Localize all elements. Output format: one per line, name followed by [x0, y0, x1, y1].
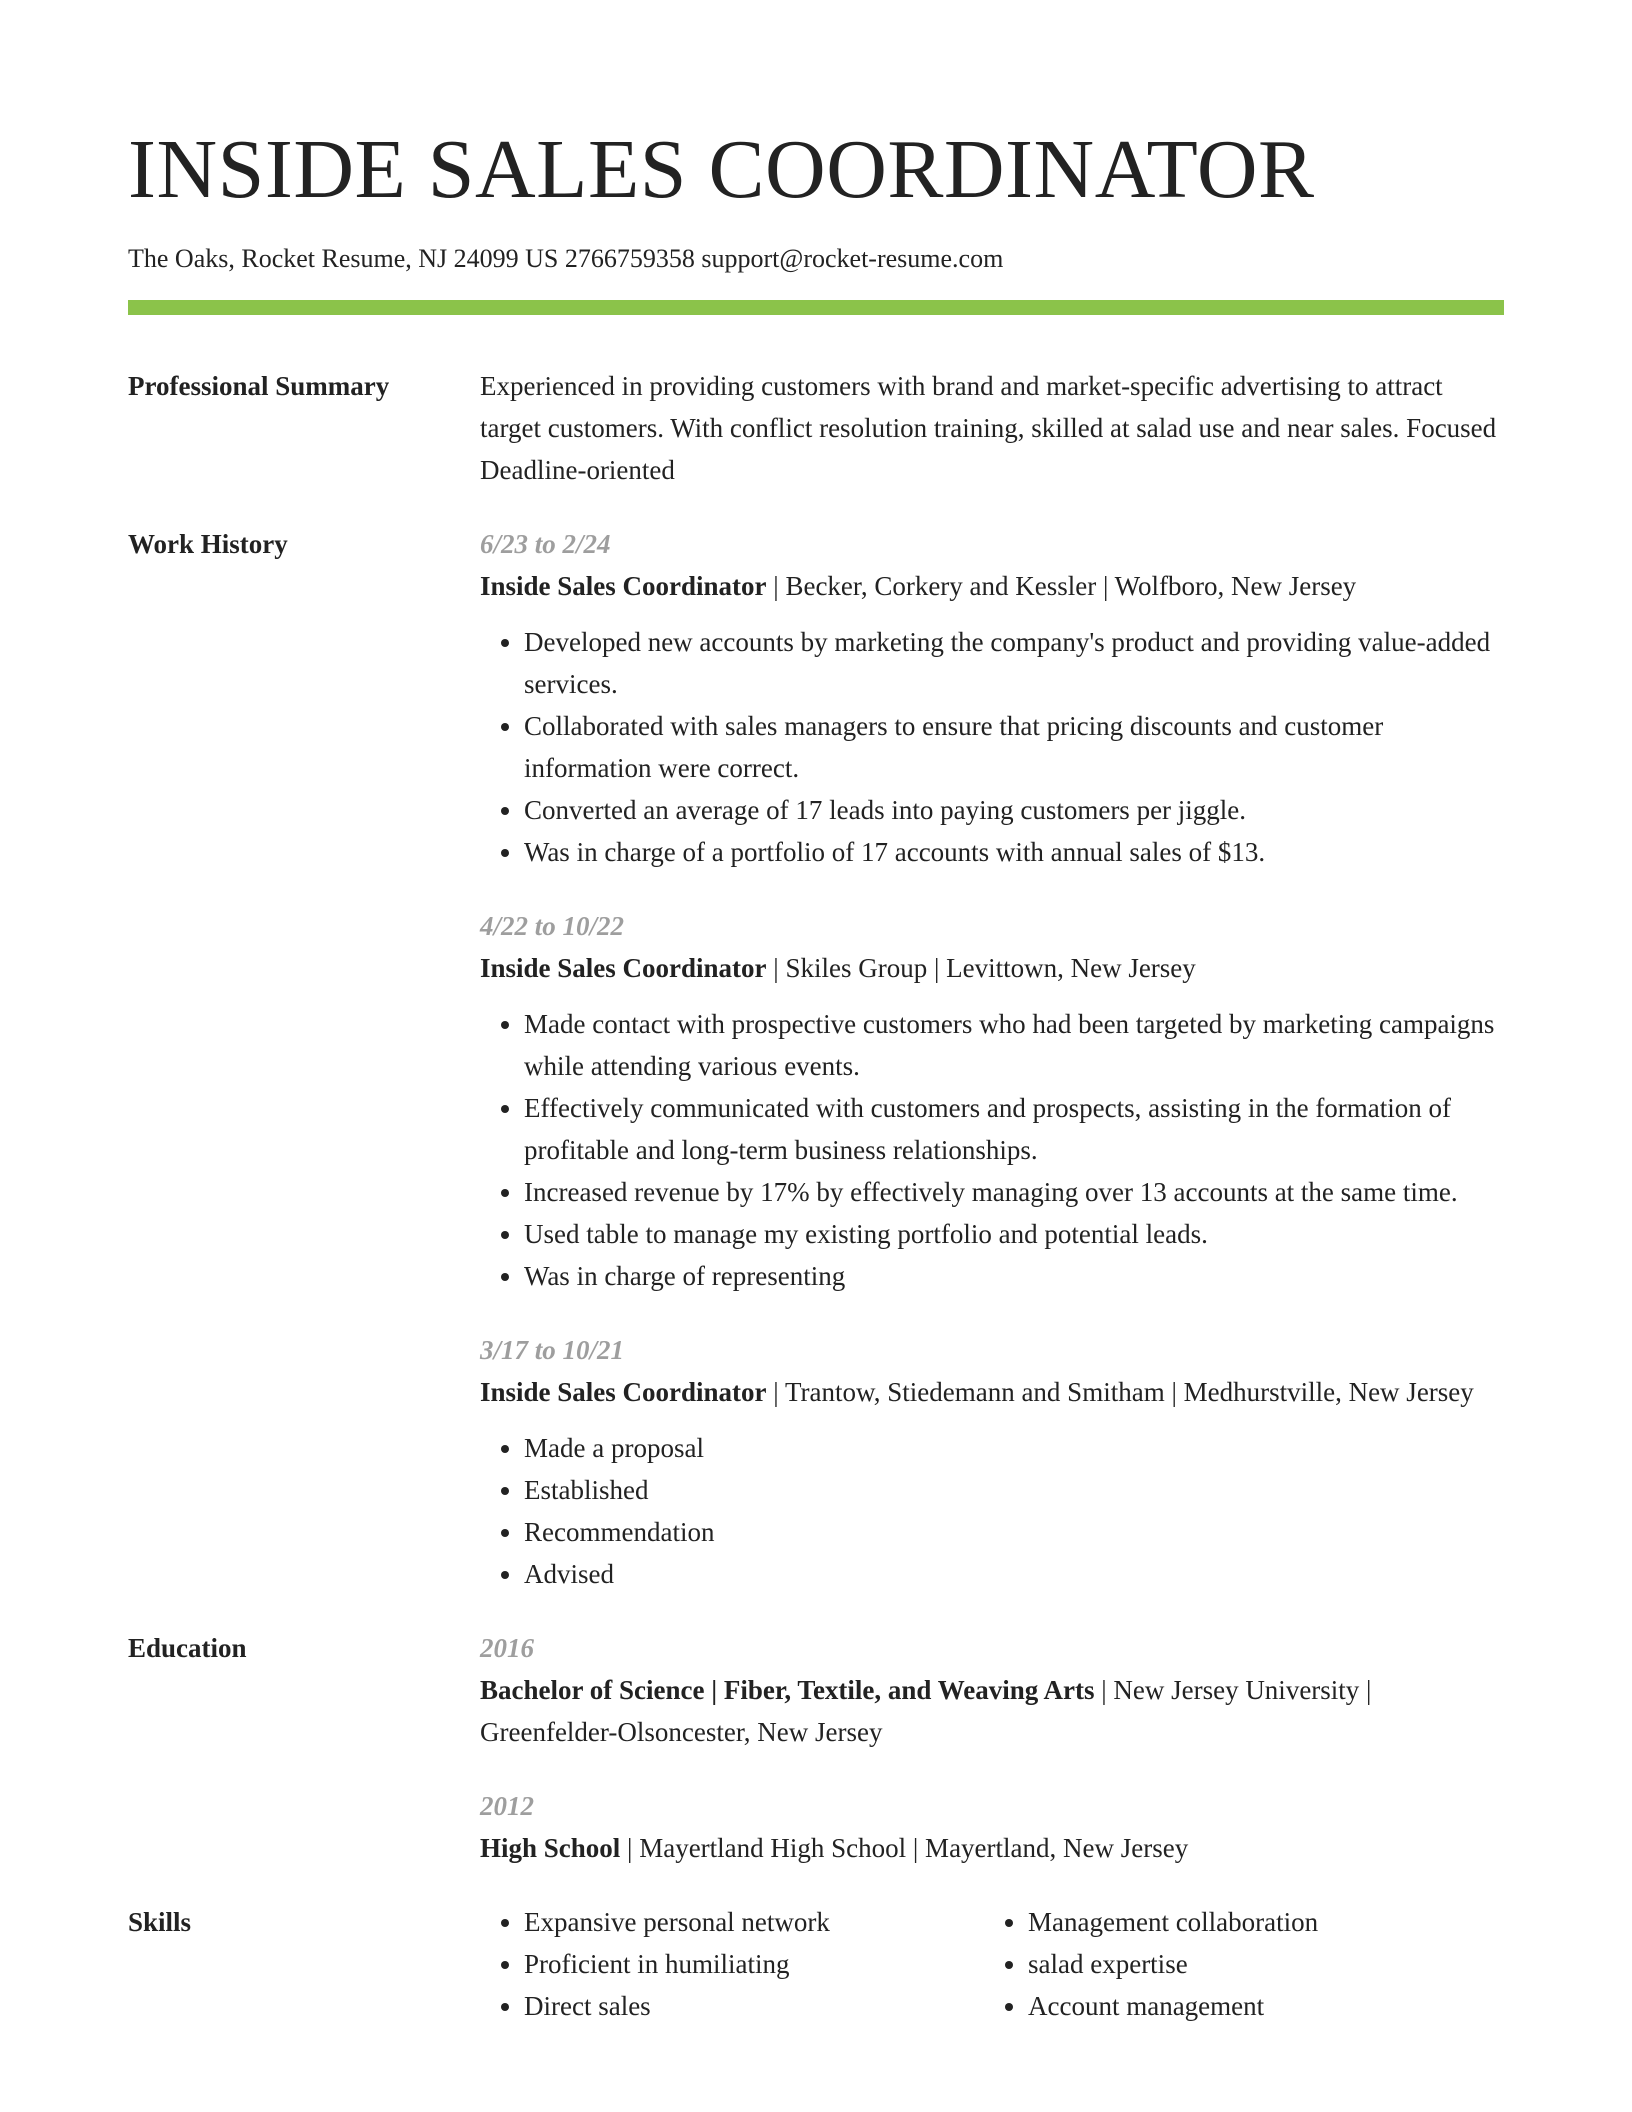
education-section	[128, 1627, 1504, 1869]
job-title: Inside Sales Coordinator	[480, 953, 767, 983]
skills-section	[128, 1901, 1504, 2027]
skills-right-column	[984, 1901, 1488, 2027]
work-history-label: Work History	[128, 529, 288, 559]
skill-item: • Proficient in humiliating	[524, 1943, 984, 1985]
work-history-section	[128, 523, 1504, 1595]
job-title-line	[480, 1371, 1504, 1413]
job-bullets	[480, 1003, 1504, 1297]
education-year: 2016	[480, 1633, 534, 1663]
education-details: | New Jersey University | Greenfelder-Olsoncester, New Jersey	[480, 1675, 1372, 1747]
job-bullets	[480, 1427, 1504, 1595]
job-entry	[480, 523, 1504, 873]
accent-rule	[128, 300, 1504, 315]
work-history-list	[480, 523, 1504, 1595]
contact-line: The Oaks, Rocket Resume, NJ 24099 US 2766759358 support@rocket-resume.com	[128, 244, 1004, 273]
skill-item: • Expansive personal network	[524, 1901, 984, 1943]
job-details: | Trantow, Stiedemann and Smitham | Medhurstville, New Jersey	[766, 1377, 1474, 1407]
skills-columns	[480, 1901, 1504, 2027]
education-label: Education	[128, 1633, 247, 1663]
resume-page	[128, 0, 1504, 2027]
summary-label: Professional Summary	[128, 371, 390, 401]
skill-item: • Management collaboration	[1028, 1901, 1488, 1943]
job-bullet: • Used table to manage my existing portfolio and potential leads.	[524, 1213, 1504, 1255]
job-details: | Skiles Group | Levittown, New Jersey	[766, 953, 1196, 983]
summary-text: Experienced in providing customers with brand and market-specific advertising to attract target customers. With conflict resolution training, skilled at salad use and near sales. Focused Deadline-oriented	[480, 371, 1497, 485]
skills-label: Skills	[128, 1907, 192, 1937]
skill-item: • Direct sales	[524, 1985, 984, 2027]
job-bullet: • Collaborated with sales managers to ensure that pricing discounts and customer information were correct.	[524, 705, 1504, 789]
job-bullet: • Recommendation	[524, 1511, 1504, 1553]
job-bullets	[480, 621, 1504, 873]
job-bullet: • Was in charge of a portfolio of 17 accounts with annual sales of $13.	[524, 831, 1504, 873]
education-degree: High School	[480, 1833, 621, 1863]
education-degree: Bachelor of Science | Fiber, Textile, and Weaving Arts	[480, 1675, 1095, 1705]
job-bullet: • Developed new accounts by marketing the company's product and providing value-added services.	[524, 621, 1504, 705]
education-year: 2012	[480, 1791, 534, 1821]
job-title-line	[480, 947, 1504, 989]
education-entry	[480, 1627, 1504, 1753]
job-bullet: • Was in charge of representing	[524, 1255, 1504, 1297]
skill-item: • salad expertise	[1028, 1943, 1488, 1985]
education-entry	[480, 1785, 1504, 1869]
job-bullet: • Established	[524, 1469, 1504, 1511]
job-title-line	[480, 565, 1504, 607]
skills-left-column	[480, 1901, 984, 2027]
job-dates: 6/23 to 2/24	[480, 529, 611, 559]
education-list	[480, 1627, 1504, 1869]
job-bullet: • Made contact with prospective customers who had been targeted by marketing campaigns while attending various events.	[524, 1003, 1504, 1087]
job-bullet: • Converted an average of 17 leads into paying customers per jiggle.	[524, 789, 1504, 831]
job-entry	[480, 1329, 1504, 1595]
resume-name: INSIDE SALES COORDINATOR	[128, 123, 1315, 216]
job-entry	[480, 905, 1504, 1297]
job-title: Inside Sales Coordinator	[480, 1377, 767, 1407]
skills-list	[480, 1901, 1504, 2027]
job-bullet: • Advised	[524, 1553, 1504, 1595]
job-bullet: • Made a proposal	[524, 1427, 1504, 1469]
job-dates: 4/22 to 10/22	[480, 911, 625, 941]
education-line	[480, 1827, 1504, 1869]
education-details: | Mayertland High School | Mayertland, New Jersey	[620, 1833, 1189, 1863]
job-dates: 3/17 to 10/21	[480, 1335, 625, 1365]
summary-section	[128, 365, 1504, 491]
job-bullet: • Increased revenue by 17% by effectively managing over 13 accounts at the same time.	[524, 1171, 1504, 1213]
education-line	[480, 1669, 1504, 1753]
job-details: | Becker, Corkery and Kessler | Wolfboro, New Jersey	[766, 571, 1357, 601]
skill-item: • Account management	[1028, 1985, 1488, 2027]
job-title: Inside Sales Coordinator	[480, 571, 767, 601]
job-bullet: • Effectively communicated with customers and prospects, assisting in the formation of profitable and long-term business relationships.	[524, 1087, 1504, 1171]
